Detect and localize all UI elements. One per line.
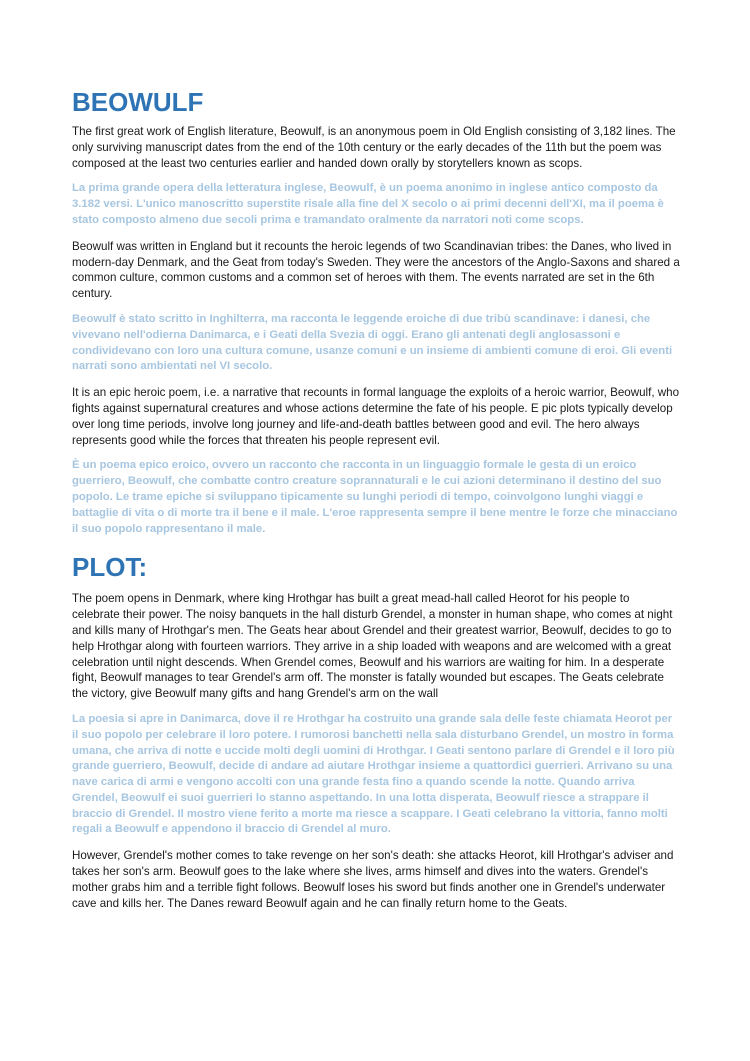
intro-paragraph-it: La prima grande opera della letteratura inglese, Beowulf, è un poema anonimo in inglese antico composto da 3.182 versi. L'unico manoscritto superstite risale alla fine del X secolo o ai primi decenni dell'XI, ma il poema è stato composto almeno due secoli prima e tramandato oralmente da narratori noti come scops. (72, 182, 664, 226)
plot-paragraph-2-en: However, Grendel's mother comes to take revenge on her son's death: she attacks Heorot, kill Hrothgar's adviser and takes her son's arm. Beowulf goes to the lake where she lives, arms himself and dives into the waters. Grendel's mother grabs him and a terrible fight follows. Beowulf loses his sword but finds another one in Grendel's underwater cave and kills her. The Danes reward Beowulf again and he can finally return home to the Geats. (72, 849, 674, 910)
setting-paragraph-en: Beowulf was written in England but it recounts the heroic legends of two Scandinavian tribes: the Danes, who lived in modern-day Denmark, and the Geat from today's Sweden. They were the ancestors of the Anglo-Saxons and shared a common culture, common customs and a common set of heroes with them. The events narrated are set in the 6th century. (72, 239, 680, 301)
plot-paragraph-1-en: The poem opens in Denmark, where king Hrothgar has built a great mead-hall called Heorot for his people to celebrate their power. The noisy banquets in the hall disturb Grendel, a monster in human shape, who comes at night and kills many of Hrothgar's men. The Geats hear about Grendel and their greatest warrior, Beowulf, decides to go to help Hrothgar along with fourteen warriors. They arrive in a ship loaded with weapons and are welcomed with a great celebration until night descends. When Grendel comes, Beowulf and his warriors are waiting for him. In a desperate fight, Beowulf manages to tear Grendel's arm off. The monster is fatally wounded but escapes. The Geats celebrate the victory, give Beowulf many gifts and hang Grendel's arm on the wall (72, 592, 673, 701)
genre-paragraph-it: È un poema epico eroico, ovvero un racconto che racconta in un linguaggio formale le gesta di un eroico guerriero, Beowulf, che combatte contro creature soprannaturali e le cui azioni determinano il destino del suo popolo. Le trame epiche si sviluppano tipicamente su lunghi periodi di tempo, coinvolgono lunghi viaggi e battaglie di vita o di morte tra il bene e il male. L'eroe rappresenta sempre il bene mentre le forze che minacciano il suo popolo rappresentano il male. (72, 459, 678, 535)
intro-paragraph-en: The first great work of English literature, Beowulf, is an anonymous poem in Old English consisting of 3,182 lines. The only surviving manuscript dates from the end of the 10th century or the early decades of the 11th but the poem was composed at the least two centuries earlier and handed down orally by storytellers known as scops. (72, 125, 676, 170)
title-beowulf: BEOWULF (72, 87, 204, 117)
plot-paragraph-1-it: La poesia si apre in Danimarca, dove il re Hrothgar ha costruito una grande sala delle feste chiamata Heorot per il suo popolo per celebrare il loro potere. I rumorosi banchetti nella sala disturbano Grendel, un mostro in forma umana, che arriva di notte e uccide molti degli uomini di Hrothgar. I Geati sentono parlare di Grendel e il loro più grande guerriero, Beowulf, decide di andare ad aiutare Hrothgar insieme a quattordici guerrieri. Arrivano su una nave carica di armi e vengono accolti con una grande festa fino a quando scende la notte. Quando arriva Grendel, Beowulf ei suoi guerrieri lo stanno aspettando. In una lotta disperata, Beowulf riesce a strappare il braccio di Grendel. Il mostro viene ferito a morte ma riesce a scappare. I Geati celebrano la vittoria, fanno molti regali a Beowulf e appendono il braccio di Grendel al muro. (72, 712, 675, 836)
genre-paragraph-en: It is an epic heroic poem, i.e. a narrative that recounts in formal language the exploits of a heroic warrior, Beowulf, who fights against supernatural creatures and whose actions determine the fate of his people. E pic plots typically develop over long time periods, involve long journey and life-and-death battles between good and evil. The hero always represents good while the forces that threaten his people represent evil. (72, 386, 680, 447)
heading-plot: PLOT: (72, 552, 148, 583)
setting-paragraph-it: Beowulf è stato scritto in Inghilterra, ma racconta le leggende eroiche di due tribù scandinave: i danesi, che vivevano nell'odierna Danimarca, e i Geati della Svezia di oggi. Erano gli antenati degli anglosassoni e condividevano con loro una cultura comune, usanze comuni e un insieme di ambienti comune di eroi. Gli eventi narrati sono ambientati nel VI secolo. (72, 312, 673, 373)
document-body (72, 86, 680, 921)
